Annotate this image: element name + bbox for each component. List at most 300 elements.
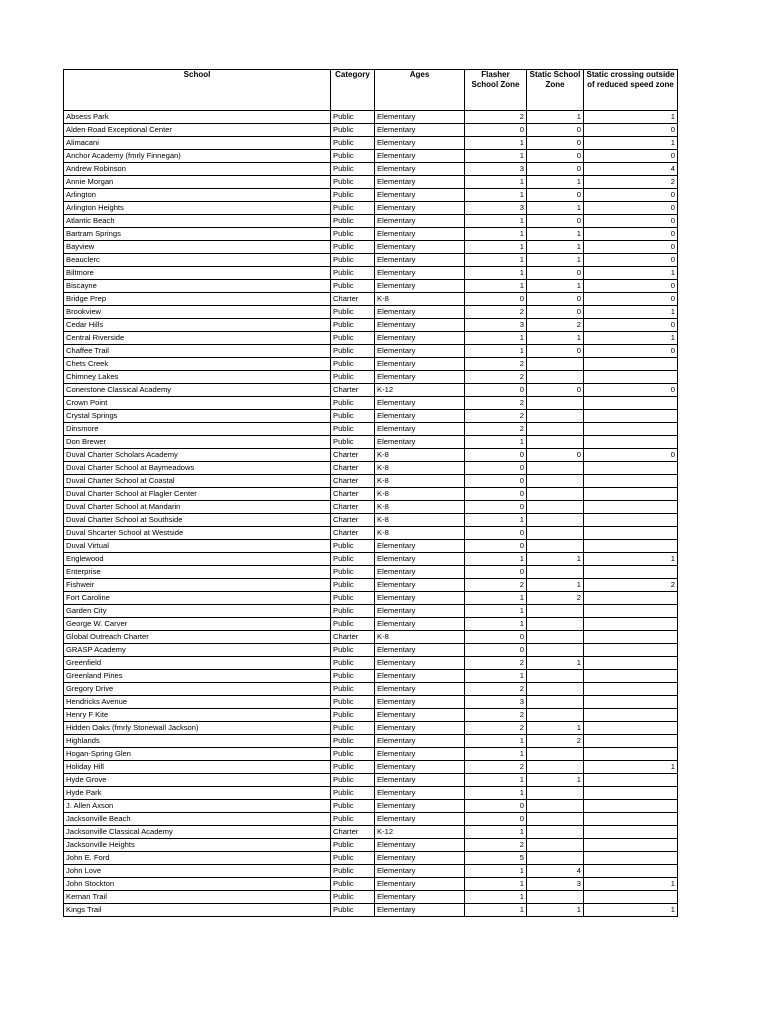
- header-static-crossing-outside: Static crossing outside of reduced speed zone: [584, 70, 678, 111]
- cell-flasher: 1: [465, 345, 527, 358]
- cell-school: Jacksonville Beach: [64, 813, 331, 826]
- cell-outside: [584, 423, 678, 436]
- cell-category: Public: [331, 644, 375, 657]
- cell-ages: Elementary: [375, 189, 465, 202]
- cell-school: Duval Charter Scholars Academy: [64, 449, 331, 462]
- table-row: [64, 410, 678, 423]
- cell-school: John Stockton: [64, 878, 331, 891]
- cell-static: [527, 852, 584, 865]
- table-row: [64, 605, 678, 618]
- cell-school: Arlington: [64, 189, 331, 202]
- cell-school: Chaffee Trail: [64, 345, 331, 358]
- cell-static: [527, 501, 584, 514]
- cell-category: Public: [331, 371, 375, 384]
- cell-flasher: 1: [465, 904, 527, 917]
- cell-ages: Elementary: [375, 813, 465, 826]
- cell-flasher: 5: [465, 852, 527, 865]
- cell-flasher: 1: [465, 826, 527, 839]
- table-row: [64, 618, 678, 631]
- cell-school: Crown Point: [64, 397, 331, 410]
- table-row: [64, 787, 678, 800]
- cell-ages: Elementary: [375, 345, 465, 358]
- cell-static: 1: [527, 280, 584, 293]
- table-row: [64, 839, 678, 852]
- cell-static: 0: [527, 306, 584, 319]
- cell-outside: [584, 592, 678, 605]
- cell-flasher: 1: [465, 150, 527, 163]
- cell-school: Enterprise: [64, 566, 331, 579]
- cell-static: [527, 488, 584, 501]
- cell-static: 1: [527, 176, 584, 189]
- cell-ages: Elementary: [375, 215, 465, 228]
- cell-ages: Elementary: [375, 332, 465, 345]
- cell-outside: 1: [584, 332, 678, 345]
- cell-static: 3: [527, 878, 584, 891]
- cell-ages: Elementary: [375, 267, 465, 280]
- cell-flasher: 1: [465, 241, 527, 254]
- table-row: [64, 761, 678, 774]
- table-row: [64, 306, 678, 319]
- cell-outside: 0: [584, 449, 678, 462]
- cell-category: Public: [331, 709, 375, 722]
- cell-school: Duval Charter School at Baymeadows: [64, 462, 331, 475]
- cell-school: Duval Virtual: [64, 540, 331, 553]
- cell-static: [527, 423, 584, 436]
- cell-category: Public: [331, 891, 375, 904]
- cell-static: [527, 540, 584, 553]
- cell-outside: 0: [584, 189, 678, 202]
- cell-outside: [584, 501, 678, 514]
- cell-ages: Elementary: [375, 176, 465, 189]
- cell-ages: Elementary: [375, 618, 465, 631]
- cell-outside: 1: [584, 111, 678, 124]
- cell-flasher: 0: [465, 527, 527, 540]
- cell-category: Public: [331, 306, 375, 319]
- cell-category: Public: [331, 722, 375, 735]
- table-row: [64, 865, 678, 878]
- cell-outside: [584, 735, 678, 748]
- cell-category: Charter: [331, 475, 375, 488]
- cell-school: Duval Charter School at Flagler Center: [64, 488, 331, 501]
- cell-category: Charter: [331, 462, 375, 475]
- cell-outside: [584, 566, 678, 579]
- cell-school: Hyde Park: [64, 787, 331, 800]
- cell-flasher: 1: [465, 787, 527, 800]
- cell-ages: Elementary: [375, 124, 465, 137]
- table-row: [64, 540, 678, 553]
- cell-outside: [584, 631, 678, 644]
- cell-category: Public: [331, 397, 375, 410]
- cell-flasher: 2: [465, 358, 527, 371]
- cell-category: Charter: [331, 631, 375, 644]
- cell-outside: 1: [584, 267, 678, 280]
- cell-outside: [584, 709, 678, 722]
- cell-static: 0: [527, 384, 584, 397]
- cell-flasher: 1: [465, 332, 527, 345]
- cell-school: Dinsmore: [64, 423, 331, 436]
- table-row: [64, 293, 678, 306]
- cell-school: Hidden Oaks (fmrly Stonewall Jackson): [64, 722, 331, 735]
- table-row: [64, 111, 678, 124]
- cell-ages: K-12: [375, 384, 465, 397]
- cell-outside: [584, 683, 678, 696]
- cell-school: Hendricks Avenue: [64, 696, 331, 709]
- cell-outside: [584, 839, 678, 852]
- cell-ages: Elementary: [375, 644, 465, 657]
- cell-school: Cedar Hills: [64, 319, 331, 332]
- cell-flasher: 0: [465, 501, 527, 514]
- cell-ages: Elementary: [375, 280, 465, 293]
- cell-ages: Elementary: [375, 605, 465, 618]
- cell-flasher: 0: [465, 813, 527, 826]
- cell-flasher: 1: [465, 735, 527, 748]
- cell-ages: Elementary: [375, 202, 465, 215]
- cell-category: Public: [331, 215, 375, 228]
- cell-school: Greenfield: [64, 657, 331, 670]
- cell-outside: 0: [584, 345, 678, 358]
- table-row: [64, 514, 678, 527]
- cell-category: Public: [331, 683, 375, 696]
- cell-outside: [584, 696, 678, 709]
- cell-static: 0: [527, 449, 584, 462]
- cell-static: [527, 826, 584, 839]
- cell-school: Bayview: [64, 241, 331, 254]
- table-row: [64, 527, 678, 540]
- cell-static: [527, 813, 584, 826]
- cell-school: Alimacani: [64, 137, 331, 150]
- cell-school: Chimney Lakes: [64, 371, 331, 384]
- cell-category: Charter: [331, 501, 375, 514]
- cell-school: Atlantic Beach: [64, 215, 331, 228]
- cell-ages: Elementary: [375, 657, 465, 670]
- cell-category: Public: [331, 228, 375, 241]
- cell-ages: Elementary: [375, 553, 465, 566]
- cell-ages: Elementary: [375, 592, 465, 605]
- cell-school: Gregory Drive: [64, 683, 331, 696]
- table-row: [64, 384, 678, 397]
- cell-flasher: 0: [465, 475, 527, 488]
- cell-flasher: 1: [465, 774, 527, 787]
- cell-flasher: 1: [465, 176, 527, 189]
- header-ages: Ages: [375, 70, 465, 111]
- cell-school: Andrew Robinson: [64, 163, 331, 176]
- cell-category: Public: [331, 787, 375, 800]
- cell-category: Public: [331, 540, 375, 553]
- cell-ages: Elementary: [375, 800, 465, 813]
- cell-school: Duval Charter School at Coastal: [64, 475, 331, 488]
- header-row: [64, 70, 678, 111]
- cell-school: Don Brewer: [64, 436, 331, 449]
- cell-outside: [584, 618, 678, 631]
- cell-ages: Elementary: [375, 540, 465, 553]
- cell-category: Public: [331, 657, 375, 670]
- cell-ages: Elementary: [375, 228, 465, 241]
- cell-static: [527, 787, 584, 800]
- cell-ages: Elementary: [375, 696, 465, 709]
- cell-static: [527, 696, 584, 709]
- cell-outside: [584, 527, 678, 540]
- cell-ages: K-8: [375, 514, 465, 527]
- cell-category: Public: [331, 111, 375, 124]
- cell-static: [527, 839, 584, 852]
- cell-ages: Elementary: [375, 774, 465, 787]
- cell-outside: [584, 410, 678, 423]
- cell-outside: [584, 670, 678, 683]
- cell-category: Charter: [331, 826, 375, 839]
- table-row: [64, 501, 678, 514]
- cell-static: [527, 605, 584, 618]
- cell-school: Duval Charter School at Southside: [64, 514, 331, 527]
- cell-category: Public: [331, 163, 375, 176]
- cell-category: Public: [331, 774, 375, 787]
- cell-category: Public: [331, 852, 375, 865]
- header-category: Category: [331, 70, 375, 111]
- cell-outside: [584, 774, 678, 787]
- cell-ages: K-8: [375, 488, 465, 501]
- cell-category: Charter: [331, 527, 375, 540]
- cell-static: [527, 436, 584, 449]
- cell-school: Brookview: [64, 306, 331, 319]
- cell-school: John E. Ford: [64, 852, 331, 865]
- cell-outside: 0: [584, 124, 678, 137]
- cell-outside: 4: [584, 163, 678, 176]
- cell-school: Hogan-Spring Glen: [64, 748, 331, 761]
- cell-static: [527, 514, 584, 527]
- cell-static: [527, 475, 584, 488]
- table-row: [64, 150, 678, 163]
- table-row: [64, 332, 678, 345]
- cell-category: Public: [331, 280, 375, 293]
- cell-static: 0: [527, 137, 584, 150]
- header-static-school-zone: Static School Zone: [527, 70, 584, 111]
- cell-outside: 1: [584, 878, 678, 891]
- cell-school: Holiday Hill: [64, 761, 331, 774]
- cell-category: Public: [331, 566, 375, 579]
- table-row: [64, 241, 678, 254]
- cell-flasher: 1: [465, 618, 527, 631]
- table-row: [64, 748, 678, 761]
- cell-school: Henry F Kite: [64, 709, 331, 722]
- cell-static: [527, 644, 584, 657]
- table-row: [64, 449, 678, 462]
- table-row: [64, 397, 678, 410]
- cell-category: Charter: [331, 514, 375, 527]
- cell-static: [527, 891, 584, 904]
- cell-category: Public: [331, 618, 375, 631]
- cell-static: 1: [527, 579, 584, 592]
- cell-static: 1: [527, 202, 584, 215]
- cell-static: 0: [527, 163, 584, 176]
- cell-ages: Elementary: [375, 787, 465, 800]
- cell-flasher: 1: [465, 215, 527, 228]
- cell-school: Duval Charter School at Mandarin: [64, 501, 331, 514]
- table-row: [64, 215, 678, 228]
- cell-ages: K-8: [375, 527, 465, 540]
- spreadsheet: [63, 69, 678, 917]
- cell-school: George W. Carver: [64, 618, 331, 631]
- table-row: [64, 878, 678, 891]
- cell-ages: Elementary: [375, 423, 465, 436]
- cell-category: Public: [331, 137, 375, 150]
- table-row: [64, 358, 678, 371]
- cell-school: Garden City: [64, 605, 331, 618]
- cell-ages: Elementary: [375, 839, 465, 852]
- cell-ages: Elementary: [375, 878, 465, 891]
- table-row: [64, 696, 678, 709]
- cell-outside: [584, 865, 678, 878]
- cell-static: 1: [527, 904, 584, 917]
- cell-outside: 0: [584, 384, 678, 397]
- cell-ages: Elementary: [375, 111, 465, 124]
- cell-category: Public: [331, 553, 375, 566]
- table-row: [64, 735, 678, 748]
- cell-flasher: 1: [465, 605, 527, 618]
- cell-ages: Elementary: [375, 150, 465, 163]
- table-row: [64, 462, 678, 475]
- cell-static: 0: [527, 150, 584, 163]
- cell-static: [527, 800, 584, 813]
- cell-outside: [584, 397, 678, 410]
- cell-outside: 0: [584, 280, 678, 293]
- table-row: [64, 553, 678, 566]
- cell-ages: K-8: [375, 501, 465, 514]
- cell-school: J. Allen Axson: [64, 800, 331, 813]
- cell-static: 0: [527, 215, 584, 228]
- cell-static: [527, 410, 584, 423]
- cell-flasher: 1: [465, 137, 527, 150]
- cell-static: 1: [527, 332, 584, 345]
- cell-ages: Elementary: [375, 371, 465, 384]
- table-row: [64, 488, 678, 501]
- cell-outside: [584, 358, 678, 371]
- cell-flasher: 1: [465, 592, 527, 605]
- cell-ages: K-8: [375, 475, 465, 488]
- table-row: [64, 267, 678, 280]
- cell-flasher: 2: [465, 423, 527, 436]
- cell-category: Public: [331, 592, 375, 605]
- cell-category: Public: [331, 436, 375, 449]
- cell-static: [527, 670, 584, 683]
- cell-ages: Elementary: [375, 761, 465, 774]
- cell-flasher: 1: [465, 280, 527, 293]
- cell-flasher: 0: [465, 631, 527, 644]
- cell-outside: 0: [584, 228, 678, 241]
- cell-category: Public: [331, 189, 375, 202]
- cell-flasher: 1: [465, 748, 527, 761]
- cell-ages: K-8: [375, 462, 465, 475]
- cell-static: [527, 566, 584, 579]
- cell-ages: Elementary: [375, 865, 465, 878]
- cell-school: Anchor Academy (fmrly Finnegan): [64, 150, 331, 163]
- cell-flasher: 3: [465, 319, 527, 332]
- cell-flasher: 1: [465, 254, 527, 267]
- table-row: [64, 592, 678, 605]
- header-school: School: [64, 70, 331, 111]
- cell-flasher: 2: [465, 371, 527, 384]
- cell-static: 4: [527, 865, 584, 878]
- table-row: [64, 644, 678, 657]
- cell-static: 1: [527, 774, 584, 787]
- cell-school: GRASP Academy: [64, 644, 331, 657]
- cell-static: [527, 462, 584, 475]
- cell-school: Central Riverside: [64, 332, 331, 345]
- table-row: [64, 189, 678, 202]
- table-row: [64, 163, 678, 176]
- cell-category: Public: [331, 761, 375, 774]
- cell-static: [527, 748, 584, 761]
- cell-static: 0: [527, 293, 584, 306]
- cell-flasher: 2: [465, 111, 527, 124]
- cell-ages: Elementary: [375, 891, 465, 904]
- cell-flasher: 1: [465, 865, 527, 878]
- cell-flasher: 2: [465, 306, 527, 319]
- cell-school: Bartram Springs: [64, 228, 331, 241]
- cell-flasher: 2: [465, 839, 527, 852]
- table-row: [64, 709, 678, 722]
- cell-ages: Elementary: [375, 397, 465, 410]
- cell-school: Bridge Prep: [64, 293, 331, 306]
- cell-outside: [584, 371, 678, 384]
- cell-outside: [584, 475, 678, 488]
- cell-ages: Elementary: [375, 852, 465, 865]
- cell-flasher: 3: [465, 202, 527, 215]
- cell-school: Global Outreach Charter: [64, 631, 331, 644]
- table-row: [64, 319, 678, 332]
- cell-school: Highlands: [64, 735, 331, 748]
- cell-static: 1: [527, 228, 584, 241]
- cell-category: Public: [331, 267, 375, 280]
- cell-static: 1: [527, 553, 584, 566]
- cell-static: 1: [527, 254, 584, 267]
- cell-outside: 0: [584, 254, 678, 267]
- table-row: [64, 423, 678, 436]
- cell-outside: [584, 605, 678, 618]
- cell-static: 0: [527, 189, 584, 202]
- table-row: [64, 371, 678, 384]
- table-row: [64, 631, 678, 644]
- cell-ages: Elementary: [375, 163, 465, 176]
- cell-flasher: 0: [465, 384, 527, 397]
- cell-outside: [584, 514, 678, 527]
- cell-category: Public: [331, 865, 375, 878]
- cell-ages: Elementary: [375, 566, 465, 579]
- cell-static: 1: [527, 657, 584, 670]
- cell-ages: Elementary: [375, 137, 465, 150]
- cell-school: Alden Road Exceptional Center: [64, 124, 331, 137]
- cell-category: Charter: [331, 488, 375, 501]
- cell-school: Absess Park: [64, 111, 331, 124]
- cell-category: Public: [331, 735, 375, 748]
- cell-static: 0: [527, 124, 584, 137]
- table-row: [64, 852, 678, 865]
- cell-flasher: 2: [465, 683, 527, 696]
- cell-static: [527, 631, 584, 644]
- cell-ages: Elementary: [375, 319, 465, 332]
- table-row: [64, 345, 678, 358]
- cell-flasher: 0: [465, 462, 527, 475]
- cell-flasher: 1: [465, 878, 527, 891]
- table-row: [64, 280, 678, 293]
- table-row: [64, 176, 678, 189]
- table-row: [64, 579, 678, 592]
- cell-category: Public: [331, 319, 375, 332]
- cell-outside: 1: [584, 306, 678, 319]
- cell-flasher: 0: [465, 566, 527, 579]
- cell-school: Duval Shcarter School at Westside: [64, 527, 331, 540]
- cell-static: 0: [527, 267, 584, 280]
- cell-school: Arlington Heights: [64, 202, 331, 215]
- cell-outside: 0: [584, 150, 678, 163]
